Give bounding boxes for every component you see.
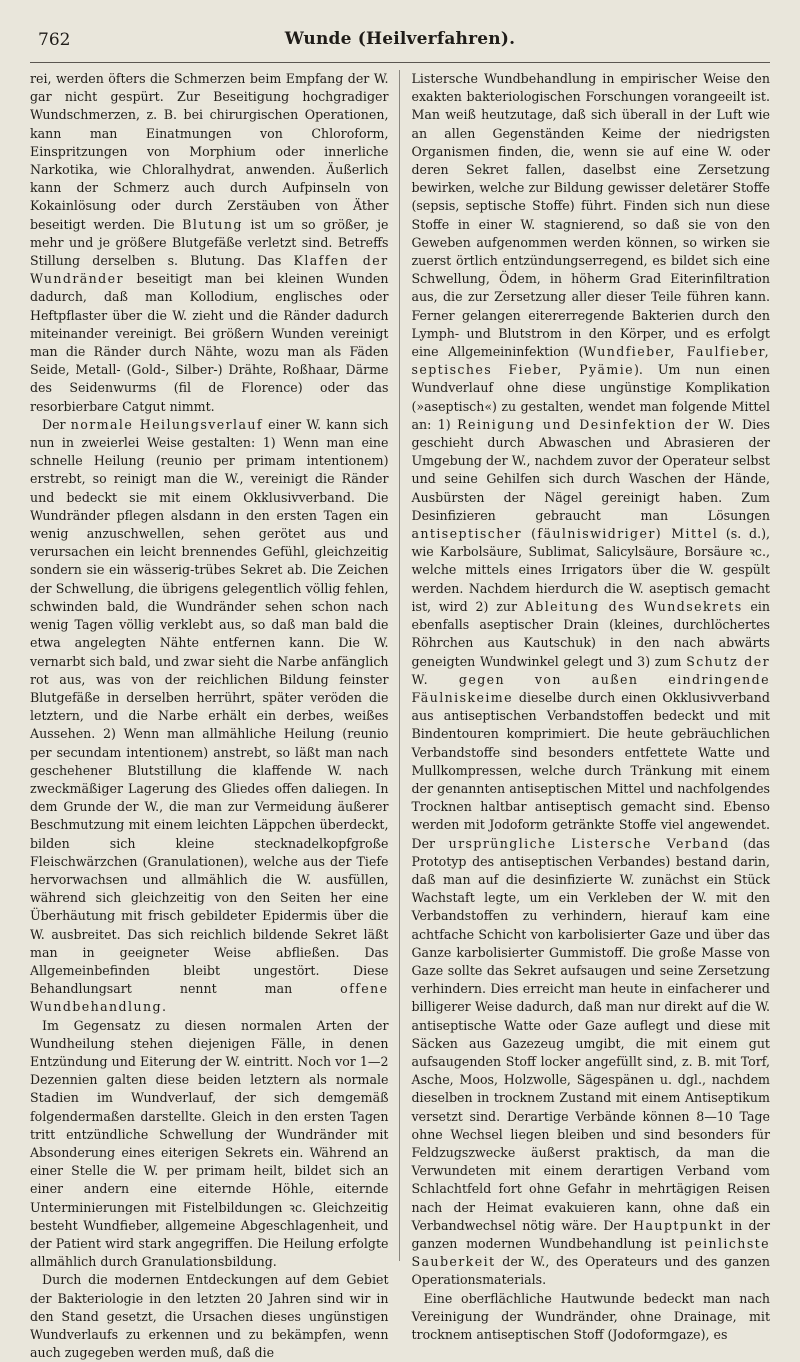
text-run: Im Gegensatz zu diesen normalen Arten der Wundheilung stehen diejenigen Fälle, in denen Entzündung und Eiterung der W. eintritt. Noch vor 1—2 Dezennien galten diese beiden letztern als normale Stadien im Wundverlauf, der sich demgemäß folgendermaßen darstellte. Gleich in den ersten Tagen tritt entzündliche Schwellung der Wundränder mit Absonderung eines eiterigen Sekrets ein. Während an einer Stelle die W. per primam heilt, bildet sich an einer andern eine eiternde Höhle, eiternde Unterminierungen mit Fistelbildungen ꝛc. Gleichzeitig besteht Wundfieber, allgemeine Abgeschlagenheit, und der Patient wird stark angegriffen. Die Heilung erfolgte allmählich durch Granulationsbildung. <box>30 1017 389 1270</box>
text-run: rei, werden öfters die Schmerzen beim Empfang der W. gar nicht gespürt. Zur Beseitigung hochgradiger Wundschmerzen, z. B. bei chirurgischen Operationen, kann man Einatmungen von Chloroform, Einspritzungen von Morphium oder innerliche Narkotika, wie Chloralhydrat, anwenden. Äußerlich kann der Schmerz auch durch Aufpinseln von Kokainlösung oder durch Zerstäuben von Äther beseitigt werden. Die <box>30 71 389 232</box>
spaced-term: normale Heilungsverlauf <box>70 416 263 432</box>
spaced-term: Ableitung des Wundsekrets <box>524 598 743 614</box>
spaced-term: Klaffen der Wundränder <box>30 253 389 287</box>
text-columns <box>30 70 771 1361</box>
text-run: beseitigt man bei kleinen Wunden dadurch, daß man Kollodium, englisches oder Heftpflaster über die W. zieht und die Ränder dadurch miteinander vereinigt. Bei größern Wunden vereinigt man die Ränder durch Nähte, wozu man als Fäden Seide, Metall- (Gold-, Silber-) Drähte, Roßhaar, Därme des Seidenwurms (fil de Florence) oder das resorbierbare Catgut nimmt. <box>30 271 389 414</box>
spaced-term: ursprüngliche Listersche Verband <box>448 835 730 851</box>
body-paragraph <box>30 1271 389 1362</box>
left-column <box>30 70 400 1361</box>
text-run: (das Prototyp des antiseptischen Verbandes) bestand darin, daß man auf die desinfizierte W. zunächst ein Stück Wachstaft legte, um ein Verkleben der W. mit den Verbandstoffen zu verhindern, hierauf kam eine achtfache Schicht von karbolisierter Gaze und über das Ganze karbolisierter Gummistoff. Die große Masse von Gaze sollte das Sekret aufsaugen und seine Zersetzung verhindern. Dies erreicht man heute in einfacherer und billigerer Weise dadurch, daß man nur direkt auf die W. antiseptische Watte oder Gaze auflegt und diese mit Säcken aus Gazezeug umgibt, die mit einem gut aufsaugenden Stoff locker angefüllt sind, z. B. mit Torf, Asche, Moos, Holzwolle, Sägespänen u. dgl., nachdem dieselben in trocknem Zustand mit einem Antiseptikum versetzt sind. Derartige Verbände können 8—10 Tage ohne Wechsel liegen bleiben und sind besonders für Feldzugszwecke äußerst praktisch, da man die Verwundeten mit einem derartigen Verband vom Schlachtfeld fort ohne Gefahr in mehrtägigen Reisen nach der Heimat evakuieren kann, ohne daß ein Verbandwechsel nötig wäre. Der <box>411 835 771 1233</box>
spaced-term: Wundfieber, Faulfieber, septisches Fieber, Pyämie <box>411 344 770 378</box>
text-run: ist um so größer, je mehr und je größere Blutgefäße verletzt sind. Betreffs Stillung derselben s. Blutung. Das <box>30 216 389 269</box>
right-column <box>411 70 771 1343</box>
text-run: dieselbe durch einen Okklusivverband aus antiseptischen Verbandstoffen bedeckt und mit Bindentouren komprimiert. Die heute gebräuchlichen Verbandstoffe sind besonders entfettete Watte und Mullkompressen, welche durch Tränkung mit einem der genannten antiseptischen Mittel und nachfolgendes Trocknen haltbar antiseptisch gemacht sind. Ebenso werden mit Jodoform getränkte Stoffe viel angewendet. Der <box>411 689 770 851</box>
body-paragraph <box>412 70 771 1290</box>
text-run: ein ebenfalls aseptischer Drain (kleines, durchlöchertes Röhrchen aus Kautschuk) in den nach abwärts geneigten Wundwinkel gelegt und 3) zum <box>411 598 770 669</box>
spaced-term: peinlichste Sauberkeit <box>411 1236 770 1270</box>
text-run: in der ganzen modernen Wundbehandlung ist <box>411 1217 770 1251</box>
body-paragraph <box>30 1017 389 1272</box>
spaced-term: Hauptpunkt <box>633 1217 724 1233</box>
text-run: der W., des Operateurs und des ganzen Operationsmaterials. <box>411 1254 770 1288</box>
text-run: (s. d.), wie Karbolsäure, Sublimat, Salicylsäure, Borsäure ꝛc., welche mittels eines Irrigators über die W. gespült werden. Nachdem hierdurch die W. aseptisch gemacht ist, wird 2) zur <box>411 526 770 614</box>
spaced-term: Schutz der W. gegen von außen eindringende Fäulniskeime <box>411 653 771 705</box>
text-run: Durch die modernen Entdeckungen auf dem Gebiet der Bakteriologie in den letzten 20 Jahren sind wir in den Stand gesetzt, die Ursachen dieses ungünstigen Wundverlaufs zu erkennen und zu bekämpfen, wenn auch zugegeben werden muß, daß die <box>30 1272 389 1361</box>
body-paragraph <box>412 1290 771 1345</box>
body-paragraph <box>30 70 389 416</box>
spaced-term: offene Wundbehandlung <box>30 981 389 1015</box>
page-number: 762 <box>38 30 71 50</box>
spaced-term: Blutung <box>182 216 243 232</box>
text-run: Listersche Wundbehandlung in empirischer Weise den exakten bakteriologischen Forschungen vorangeeilt ist. Man weiß heutzutage, daß sich überall in der Luft wie an allen Gegenständen Keime der niedrigsten Organismen finden, die, wenn sie auf eine W. oder deren Sekret fallen, daselbst eine Zersetzung bewirken, welche zur Bildung gewisser deletärer Stoffe (sepsis, septische Stoffe) führt. Finden sich nun diese Stoffe in einer W. stagnierend, so daß sie von den Geweben aufgenommen werden können, so wirken sie zuerst örtlich entzündungserregend, es bildet sich eine Schwellung, Ödem, in höherm Grad Eiterinfiltration aus, die zur Zersetzung aller dieser Teile führen kann. Ferner gelangen eitererregende Bakterien durch den Lymph- und Blutstrom in den Körper, und es erfolgt eine Allgemeininfektion ( <box>411 71 770 360</box>
spaced-term: Reinigung und Desinfektion der W. <box>457 416 736 432</box>
text-run: . <box>161 999 166 1015</box>
text-run: Eine oberflächliche Hautwunde bedeckt man nach Vereinigung der Wundränder, ohne Drainage, mit trocknem antiseptischen Stoff (Jodoformgaze), es <box>411 1290 770 1343</box>
page-header <box>30 22 770 63</box>
text-run: ). Um nun einen Wundverlauf ohne diese ungünstige Komplikation (»aseptisch«) zu gestalten, wendet man folgende Mittel an: 1) <box>411 362 770 432</box>
text-run: Dies geschieht durch Abwaschen und Abrasieren der Umgebung der W., nachdem zuvor der Operateur selbst und seine Gehilfen sich durch Waschen der Hände, Ausbürsten der Nägel gereinigt haben. Zum Desinfizieren gebraucht man Lösungen <box>411 416 771 523</box>
text-run: einer W. kann sich nun in zweierlei Weise gestalten: 1) Wenn man eine schnelle Heilung (reunio per primam intentionem) erstrebt, so reinigt man die W., vereinigt die Ränder und bedeckt sie mit einem Okklusivverband. Die Wundränder pflegen alsdann in den ersten Tagen ein wenig anzuschwellen, sehen gerötet aus und verursachen ein leicht brennendes Gefühl, gleichzeitig sondern sie ein wässerig-trübes Sekret ab. Die Zeichen der Schwellung, die übrigens gelegentlich völlig fehlen, schwinden bald, die Wundränder sehen schon nach wenig Tagen völlig verklebt aus, so daß man bald die etwa angelegten Nähte entfernen kann. Die W. vernarbt sich bald, und zwar sieht die Narbe anfänglich rot aus, was von der reichlichen Bildung feinster Blutgefäße in derselben herrührt, später veröden die letztern, und die Narbe erhält ein derbes, weißes Aussehen. 2) Wenn man allmähliche Heilung (reunio per secundam intentionem) anstrebt, so läßt man nach geschehener Blutstillung die klaffende W. nach zweckmäßiger Lagerung des Gliedes offen daliegen. In dem Grunde der W., die man zur Vermeidung äußerer Beschmutzung mit einem leichten Läppchen überdeckt, bilden sich kleine stecknadelkopfgroße Fleischwärzchen (Granulationen), welche aus der Tiefe hervorwachsen und allmählich die W. ausfüllen, während sich gleichzeitig von den Seiten her eine Überhäutung mit frisch gebildeter Epidermis über die W. ausbreitet. Das sich reichlich bildende Sekret läßt man in geeigneter Weise abfließen. Das Allgemeinbefinden bleibt ungestört. Diese Behandlungsart nennt man <box>30 416 389 997</box>
running-title: Wunde (Heilverfahren). <box>284 29 516 49</box>
spaced-term: antiseptischer (fäulniswidriger) Mittel <box>411 526 719 542</box>
text-run: Der <box>42 416 71 432</box>
body-paragraph <box>30 416 389 1017</box>
